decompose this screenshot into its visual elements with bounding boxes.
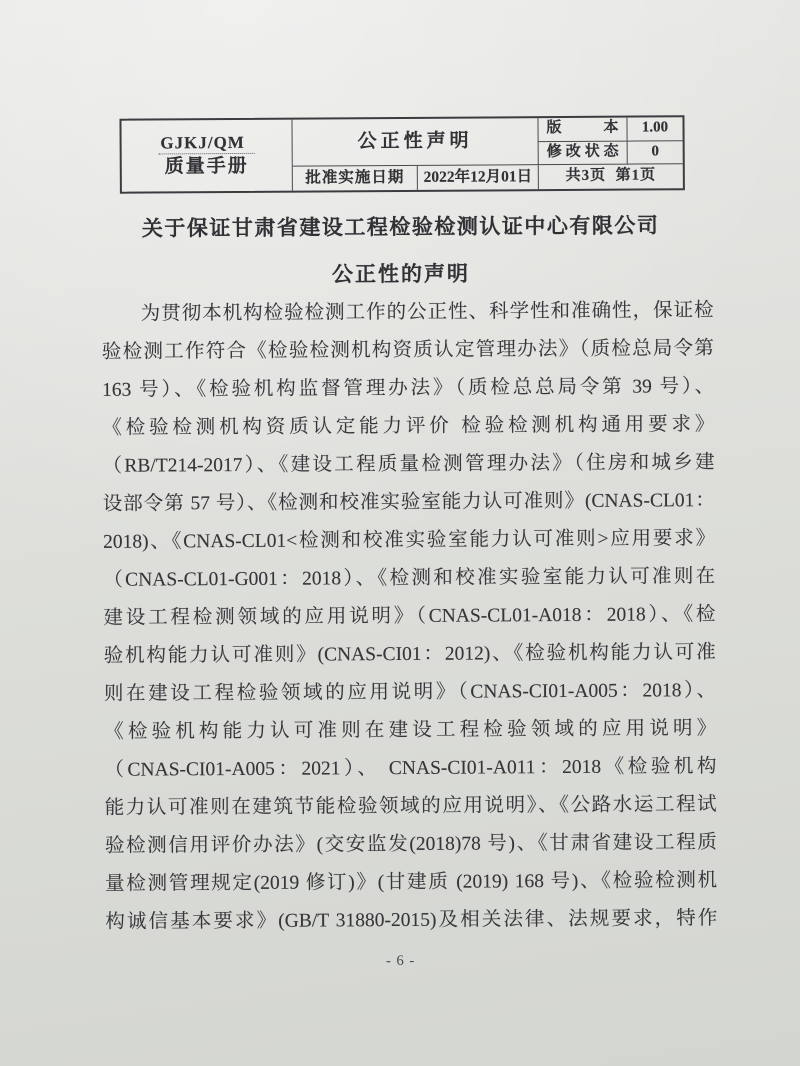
section-title-cell: 公正性声明 [292, 118, 537, 167]
revision-status-value: 0 [628, 141, 683, 165]
body-line: 验检测信用评价办法》(交安监发(2018)78 号)、《甘肃省建设工程质 [104, 832, 717, 857]
body-line: 《检验检测机构资质认定能力评价 检验检测机构通用要求》 [102, 414, 715, 439]
document-title-line2: 公正性的声明 [331, 261, 470, 287]
body-line: 验检测工作符合《检验检测机构资质认定管理办法》（质检总局令第 [101, 338, 714, 363]
revision-status-label [538, 141, 628, 165]
doc-code: GJKJ/QM [158, 134, 255, 154]
body-line: 构诚信基本要求》(GB/T 31880-2015)及相关法律、法规要求，特作 [105, 908, 718, 933]
body-line: 设部令第 57 号）、《检测和校准实验室能力认可准则》(CNAS-CL01： [102, 490, 715, 515]
body-line: 则在建设工程检验领域的应用说明》（CNAS-CI01-A005：2018）、 [103, 680, 717, 705]
document-title-line1: 关于保证甘肃省建设工程检验检测认证中心有限公司 [141, 213, 660, 241]
doc-code-cell [121, 120, 292, 192]
body-line: 《检验机构能力认可准则在建设工程检验领域的应用说明》 [104, 718, 717, 743]
approval-date-value: 2022年12月01日 [423, 168, 533, 186]
approval-date-label: 批准实施日期 [293, 166, 418, 190]
body-line: （RB/T214-2017）、《建设工程质量检测管理办法》（住房和城乡建 [102, 452, 715, 477]
body-line: 为贯彻本机构检验检测工作的公正性、科学性和准确性，保证检 [140, 300, 714, 325]
body-line: （CNAS-CI01-A005：2021）、 CNAS-CI01-A011：2018《检验机构 [104, 756, 717, 781]
doc-type: 质量手册 [164, 155, 249, 178]
document-header-table [119, 115, 684, 193]
version-label [537, 118, 627, 142]
page-number: - 6 - [385, 952, 416, 970]
body-line: 163 号）、《检验机构监督管理办法》（质检总总局令第 39 号）、 [102, 376, 715, 401]
version-label-text: 版本 [546, 120, 619, 137]
body-line: 能力认可准则在建筑节能检验领域的应用说明》、《公路水运工程试 [104, 794, 717, 819]
version-value: 1.00 [627, 117, 682, 141]
body-text [102, 292, 718, 942]
body-line: 验机构能力认可准则》(CNAS-CI01：2012)、《检验机构能力认可准 [103, 642, 716, 667]
body-line: 建设工程检测领域的应用说明》（CNAS-CL01-A018：2018）、《检 [103, 604, 716, 629]
revision-status-label-text: 修改状态 [546, 143, 619, 161]
body-line: （CNAS-CL01-G001：2018）、《检测和校准实验室能力认可准则在 [103, 566, 716, 591]
page-count-info: 共3页 第1页 [538, 165, 683, 190]
body-line: 量检测管理规定(2019 修订)》(甘建质 (2019) 168 号)、《检验检测机 [105, 870, 718, 895]
body-line: 2018)、《CNAS-CL01<检测和校准实验室能力认可准则>应用要求》 [102, 528, 716, 553]
